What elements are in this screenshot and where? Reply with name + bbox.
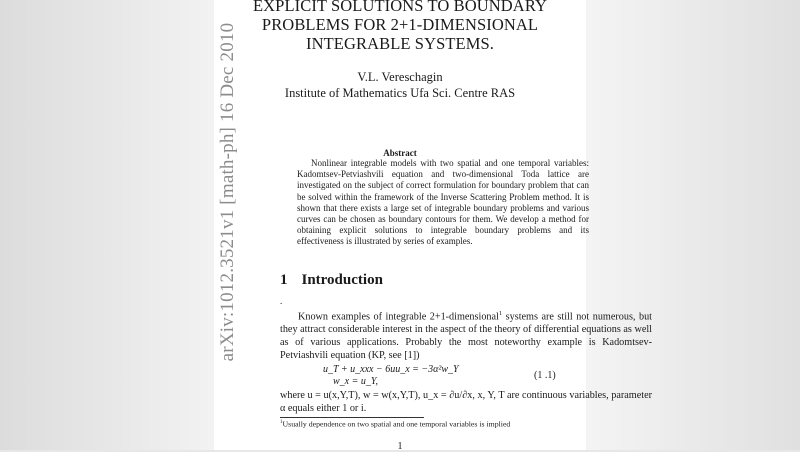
footnote-rule [280,417,424,418]
stray-mark: . [280,296,283,306]
left-margin-background [0,0,214,450]
title-line-1: EXPLICIT SOLUTIONS TO BOUNDARY [252,0,548,15]
equation-number: (1 .1) [534,370,556,381]
abstract-text: Nonlinear integrable models with two spatial and one temporal variables: Kadomtsev-Petviashvili equation and two-dimensional Toda lattice are investigated on the subject of correct formulation for boundary problem that can be solved within the framework of the Inverse Scattering Problem method. It is shown that there exists a large set of integrable boundary problems and various curves can be chosen as boundary contours for them. We develop a method for obtaining explicit solutions to integrable boundary problems and its effectiveness is illustrated by series of examples. [297,158,589,247]
intro-text-part2: systems are still not numerous, but they attract considerable interest in the aspect of the theory of differential equations as well as of various applications. Probably the most noteworthy example is Kadomtsev-Petviashvili equation (KP, see [1]) [280,311,652,361]
abstract-heading: Abstract [383,148,417,158]
where-paragraph: where u = u(x,Y,T), w = w(x,Y,T), u_x = ∂u/∂x, x, Y, T are continuous variables, parameter α equals either 1 or i. [280,390,652,414]
arxiv-stamp: arXiv:1012.3521v1 [math-ph] 16 Dec 2010 [217,22,238,362]
intro-paragraph [280,308,652,362]
title-line-2: PROBLEMS FOR 2+1-DIMENSIONAL [261,15,539,34]
section-heading [280,272,383,289]
document-page [214,0,652,452]
section-number: 1 [280,272,288,288]
footnote-text: Usually dependence on two spatial and one temporal variables is implied [282,419,511,429]
title-line-3: INTEGRABLE SYSTEMS. [306,34,494,53]
author-name: V.L. Vereschagin [357,70,443,84]
footnote-ref: 1 [498,310,503,317]
author-affiliation: Institute of Mathematics Ufa Sci. Centre RAS [284,86,516,100]
abstract-body [297,158,589,248]
equation-line-1: u_T + u_xxx − 6uu_x = −3α²w_Y [323,364,459,375]
footnote [280,419,510,429]
footnote-mark: 1 [280,419,283,425]
intro-text-part1: Known examples of integrable 2+1-dimensional [298,311,499,323]
author-block [182,69,618,101]
page-number: 1 [397,441,403,452]
paper-title [182,0,618,53]
section-title: Introduction [301,272,383,288]
equation-line-2: w_x = u_Y, [333,376,378,387]
right-margin-background [586,0,800,450]
